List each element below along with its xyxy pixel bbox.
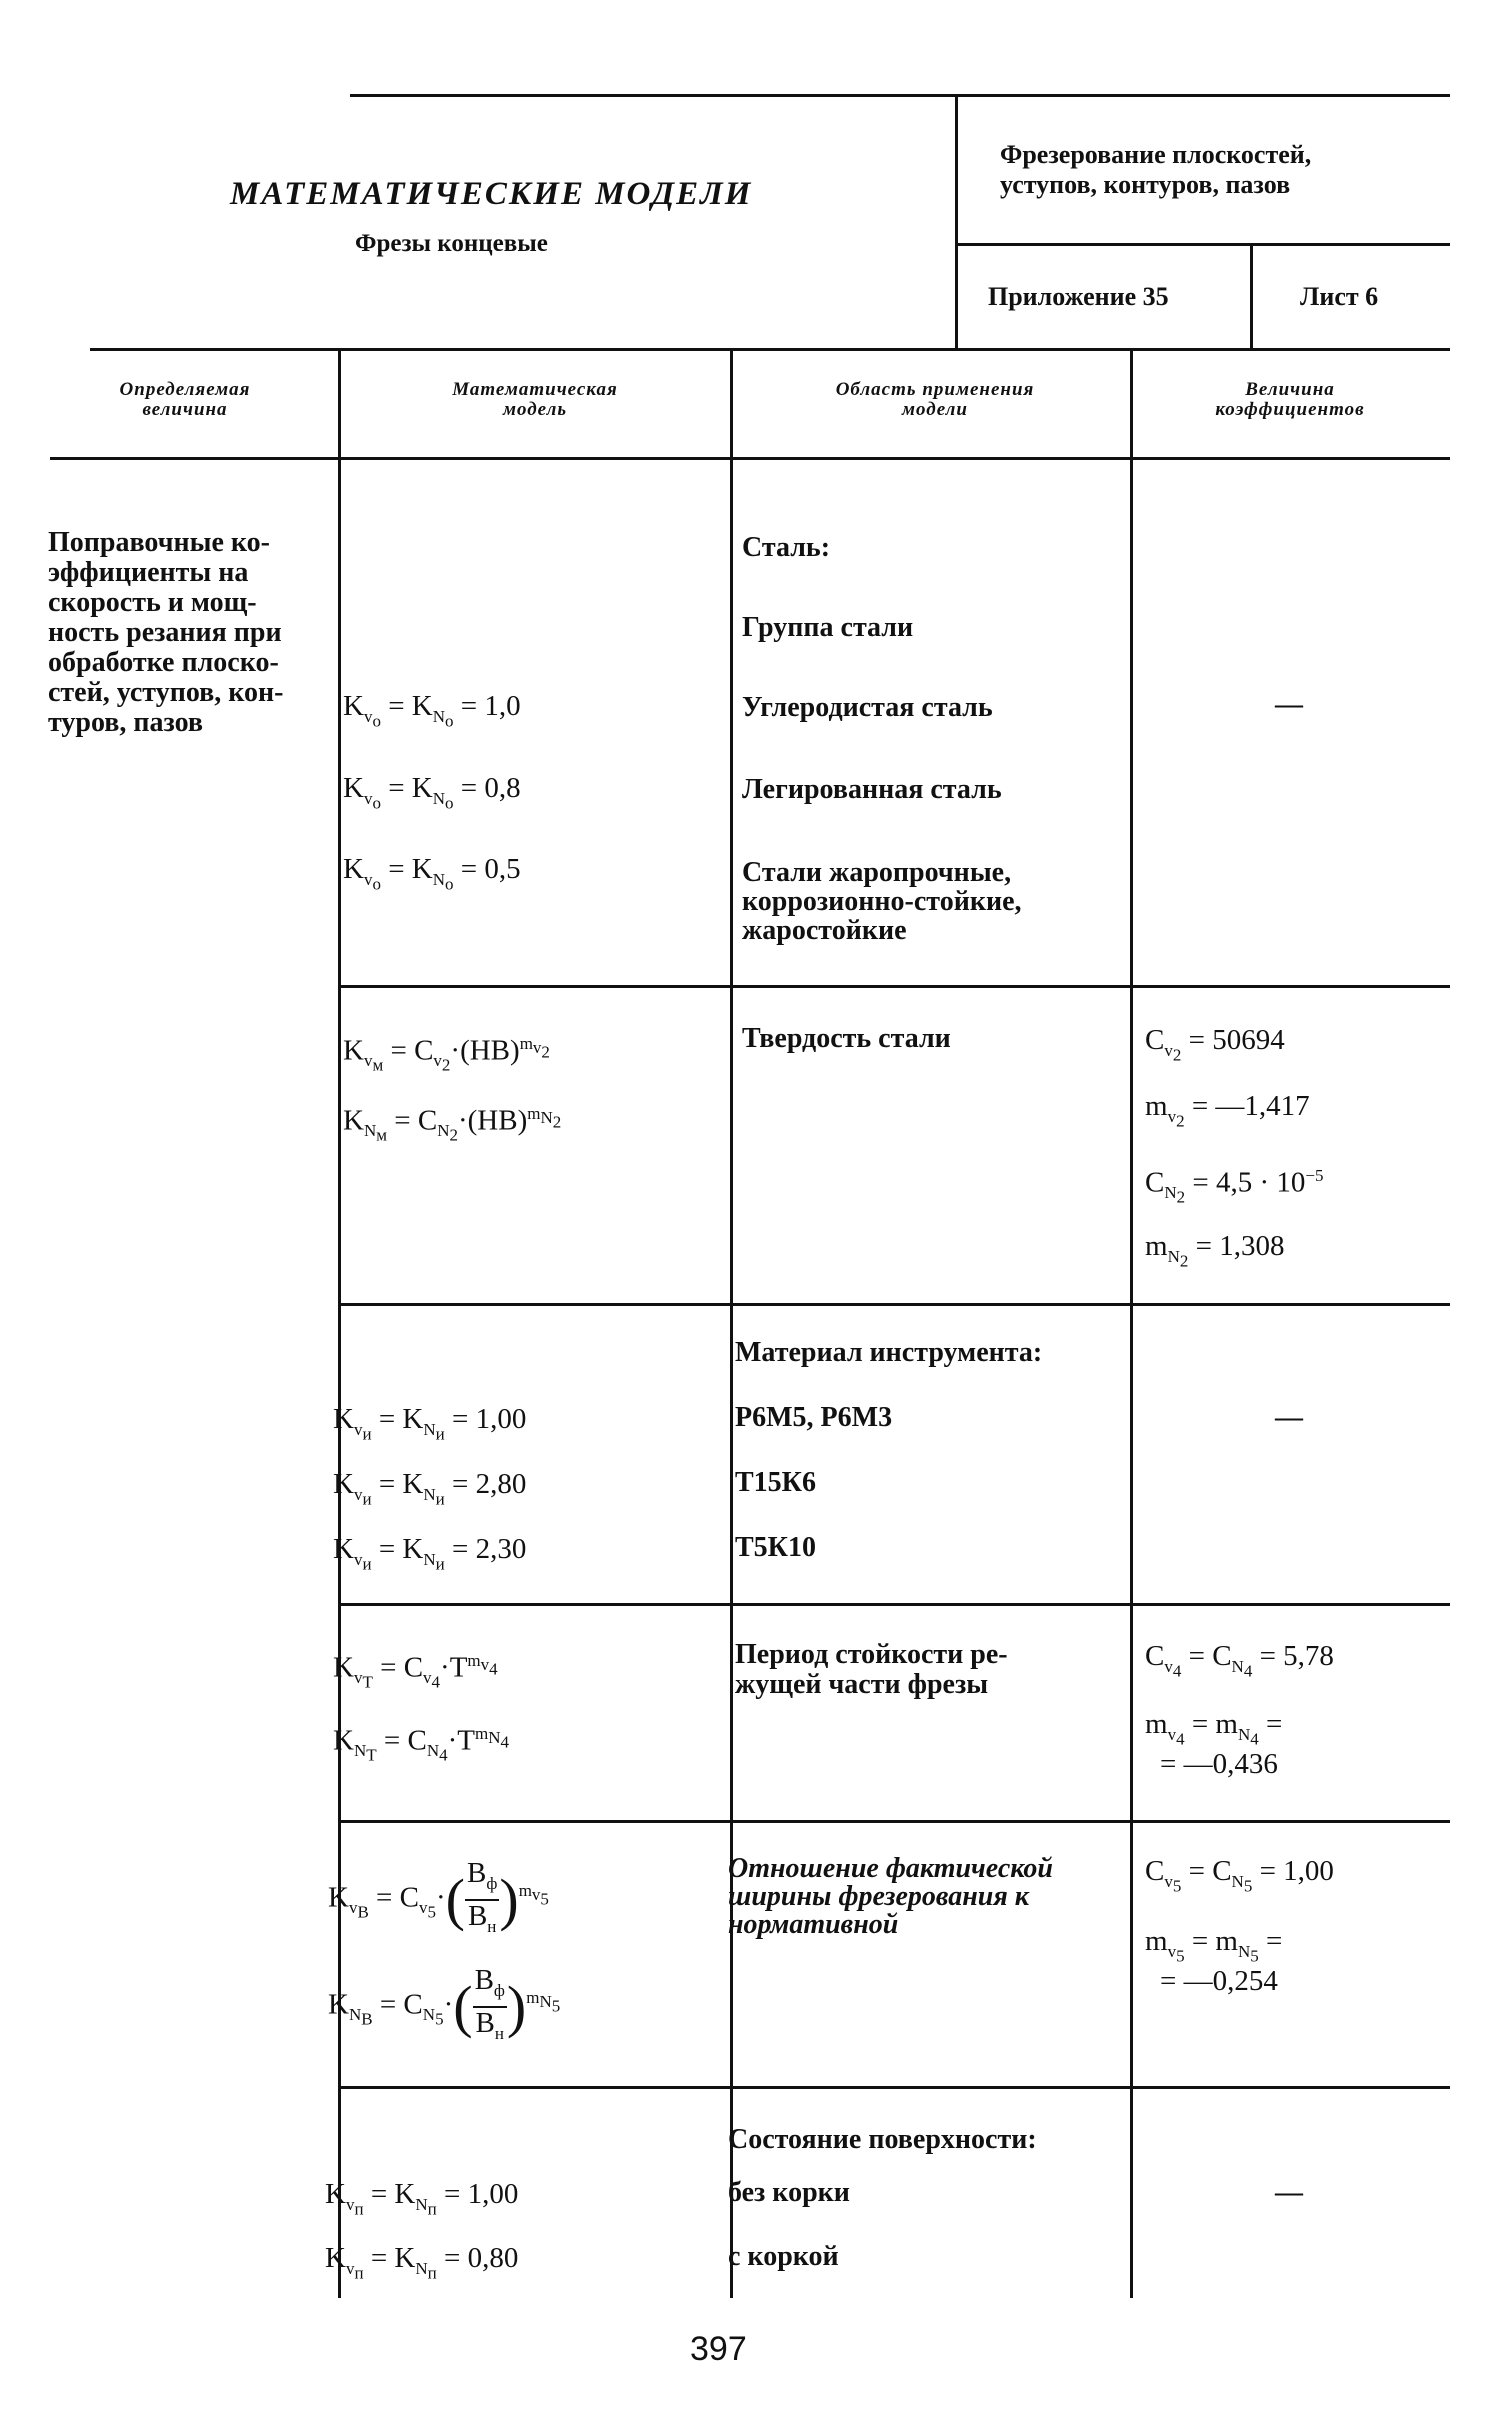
coef-cv4: $C_{v_4} = C_{N_4} = 5,78$	[1145, 1640, 1334, 1681]
area-no-crust: без корки	[728, 2177, 850, 2208]
formula-value: = 0,80	[444, 2242, 519, 2274]
quantity-line: обработке плоско-	[48, 647, 279, 678]
section-separator	[338, 1303, 1450, 1306]
column-header-model	[340, 380, 730, 420]
area-with-crust: с коркой	[728, 2241, 839, 2272]
formula-value: = 2,30	[452, 1533, 527, 1565]
formula-kvm: $K_{v_м} = C_{v_2}\cdot(HB)^{m_{v_2}}$	[343, 1034, 550, 1075]
sheet-divider	[1250, 245, 1253, 350]
section-separator	[338, 985, 1450, 988]
coef-mv4: $m_{v_4} = m_{N_4}$ =	[1145, 1708, 1283, 1749]
area-width-ratio	[728, 1855, 1053, 1939]
area-line: Отношение фактической	[728, 1853, 1053, 1884]
formula-value: = 0,5	[460, 853, 521, 885]
column-header-line: модель	[502, 399, 568, 420]
column-rule-2	[730, 350, 733, 2298]
formula-value: = 0,8	[460, 772, 521, 804]
column-header-line: величина	[142, 399, 228, 420]
quantity-line: Поправочные ко-	[48, 527, 270, 558]
area-tool-material: Материал инструмента:	[735, 1337, 1043, 1368]
formula-knb: $K_{N_B} = C_{N_5}\cdot$( $\frac{B_ф}{B_н}$ )$^{m_{N_5}}$	[328, 1964, 561, 2043]
area-line: коррозионно-стойкие,	[742, 886, 1022, 917]
coef-value: = —1,417	[1191, 1090, 1310, 1122]
formula-kvi-3: $K_{v_и} = K_{N_и} = 2,30$	[333, 1533, 527, 1574]
area-tool-t5k10: Т5К10	[735, 1532, 816, 1563]
formula-knt: $K_{N_T} = C_{N_4}\cdot T^{m_{N_4}}$	[333, 1724, 509, 1765]
formula-kvb: $K_{v_B} = C_{v_5}\cdot$( $\frac{B_ф}{B_н}$ )$^{m_{v_5}}$	[328, 1857, 549, 1936]
sheet-label: Лист 6	[1300, 282, 1379, 311]
coef-value: = 1,00	[1259, 1855, 1334, 1887]
area-alloy-steel: Легированная сталь	[742, 774, 1002, 805]
column-header-coefficients	[1135, 380, 1445, 420]
coef-mv5-value: = —0,254	[1160, 1965, 1278, 1997]
area-line: Стали жаропрочные,	[742, 857, 1012, 888]
coefficient-dash: —	[1275, 2177, 1303, 2208]
formula-kvt: $K_{v_T} = C_{v_4}\cdot T^{m_{v_4}}$	[333, 1651, 498, 1692]
formula-kvp-1: $K_{v_п} = K_{N_п} = 1,00$	[325, 2178, 519, 2219]
coefficient-dash: —	[1275, 689, 1303, 720]
appendix-label: Приложение 35	[988, 282, 1169, 311]
formula-value: = 1,00	[444, 2178, 519, 2210]
formula-value: = 1,0	[460, 690, 521, 722]
area-line: жущей части фрезы	[735, 1669, 989, 1700]
formula-kvi-1: $K_{v_и} = K_{N_и} = 1,00$	[333, 1403, 527, 1444]
coef-mv5: $m_{v_5} = m_{N_5}$ =	[1145, 1925, 1283, 1966]
column-header-quantity	[40, 380, 330, 420]
coef-value: = 1,308	[1195, 1230, 1285, 1262]
top-rule	[350, 94, 1450, 97]
coefficient-dash: —	[1275, 1402, 1303, 1433]
coef-value: =	[1266, 1708, 1283, 1740]
coef-cn2: $C_{N_2} = 4,5 \cdot 10^{-5}$	[1145, 1166, 1324, 1207]
coef-value: = 4,5 · 10	[1192, 1166, 1306, 1199]
area-steel-heading: Сталь:	[742, 532, 831, 563]
coef-value: = 5,78	[1259, 1640, 1334, 1672]
coef-value: =	[1266, 1925, 1283, 1957]
formula-value: = 2,80	[452, 1468, 527, 1500]
area-line: ширины фрезерования к	[728, 1881, 1029, 1912]
quantity-line: скорость и мощ-	[48, 587, 257, 618]
coef-exponent: −5	[1305, 1166, 1324, 1185]
area-heat-resistant-steel	[742, 858, 1022, 945]
coef-mv2: $m_{v_2}$ = —1,417	[1145, 1090, 1310, 1131]
area-tool-t15k6: Т15К6	[735, 1467, 816, 1498]
column-header-line: модели	[902, 399, 968, 420]
coef-mv4-value: = —0,436	[1160, 1748, 1278, 1780]
formula-kvo-1: $K_{v_o} = K_{N_o} = 1,0$	[343, 690, 521, 731]
section-separator	[338, 1820, 1450, 1823]
area-tool-hss: Р6М5, Р6М3	[735, 1402, 893, 1433]
area-steel-group: Группа стали	[742, 612, 914, 643]
column-header-rule	[50, 457, 1450, 460]
header-mid-rule	[958, 243, 1450, 246]
area-carbon-steel: Углеродистая сталь	[742, 692, 993, 723]
operation-line: Фрезерование плоскостей,	[1000, 140, 1312, 169]
page-subtitle: Фрезы концевые	[355, 230, 548, 257]
formula-value: = 1,00	[452, 1403, 527, 1435]
formula-kvp-2: $K_{v_п} = K_{N_п} = 0,80$	[325, 2242, 519, 2283]
formula-knm: $K_{N_м} = C_{N_2}\cdot(HB)^{m_{N_2}}$	[343, 1104, 562, 1145]
section-separator	[338, 2086, 1450, 2089]
page-title: МАТЕМАТИЧЕСКИЕ МОДЕЛИ	[230, 176, 753, 212]
formula-kvi-2: $K_{v_и} = K_{N_и} = 2,80$	[333, 1468, 527, 1509]
formula-kvo-2: $K_{v_o} = K_{N_o} = 0,8$	[343, 772, 521, 813]
quantity-line: эффициенты на	[48, 557, 249, 588]
area-line: жаростойкие	[742, 915, 907, 946]
column-header-line: Математическая	[452, 379, 618, 400]
section-separator	[338, 1603, 1450, 1606]
page-number: 397	[690, 2330, 747, 2368]
quantity-line: ность резания при	[48, 617, 282, 648]
column-header-line: Определяемая	[119, 379, 251, 400]
coef-mn2: $m_{N_2} = 1,308$	[1145, 1230, 1285, 1271]
operation-line: уступов, контуров, пазов	[1000, 170, 1291, 199]
formula-kvo-3: $K_{v_o} = K_{N_o} = 0,5$	[343, 853, 521, 894]
quantity-line: туров, пазов	[48, 707, 204, 738]
area-line: нормативной	[728, 1909, 899, 1940]
column-rule-3	[1130, 350, 1133, 2298]
coef-cv5: $C_{v_5} = C_{N_5} = 1,00$	[1145, 1855, 1334, 1896]
area-hardness: Твердость стали	[742, 1023, 951, 1054]
area-line: Период стойкости ре-	[735, 1639, 1008, 1670]
header-bottom-rule	[90, 348, 1450, 351]
operation-title	[1000, 140, 1420, 200]
column-header-line: Область применения	[835, 379, 1035, 400]
column-header-area	[735, 380, 1135, 420]
area-surface-state: Состояние поверхности:	[728, 2124, 1037, 2155]
column-header-line: Величина	[1245, 379, 1335, 400]
quantity-description	[48, 528, 318, 738]
coef-cv2: $C_{v_2} = 50694$	[1145, 1024, 1285, 1065]
quantity-line: стей, уступов, кон-	[48, 677, 284, 708]
column-header-line: коэффициентов	[1215, 399, 1365, 420]
coef-value: = 50694	[1188, 1024, 1285, 1056]
header-divider	[955, 96, 958, 350]
area-tool-life	[735, 1640, 1120, 1700]
